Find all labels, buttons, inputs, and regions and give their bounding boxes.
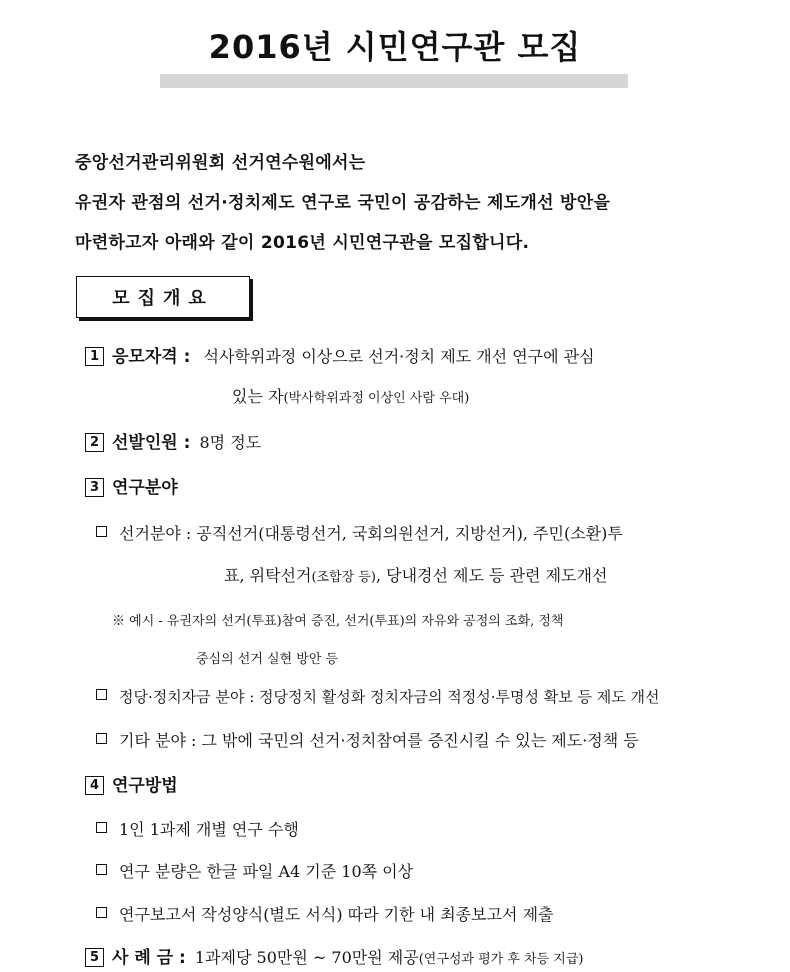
- checkbox-square-icon: [96, 689, 107, 700]
- item-label: 사 례 금 :: [112, 948, 186, 968]
- field-election-text-2b: (조합장 등): [311, 570, 376, 585]
- item-number: 1: [85, 347, 104, 366]
- item-research-method: [85, 771, 178, 796]
- method-individual: [96, 817, 299, 840]
- item-honorarium: [85, 943, 584, 968]
- item-label: 연구분야: [112, 478, 178, 498]
- item-number: 2: [85, 433, 104, 452]
- checkbox-square-icon: [96, 733, 107, 744]
- item-label: 응모자격 :: [112, 347, 191, 367]
- item-headcount: [85, 428, 261, 453]
- page-title: 2016년 시민연구관 모집: [208, 28, 582, 66]
- intro-line-3: 마련하고자 아래와 같이 2016년 시민연구관을 모집합니다.: [75, 233, 530, 253]
- item-label: 선발인원 :: [112, 433, 191, 453]
- method-report-text: 연구보고서 작성양식(별도 서식) 따라 기한 내 최종보고서 제출: [119, 905, 554, 924]
- item-eligibility: [85, 342, 595, 367]
- checkbox-square-icon: [96, 907, 107, 918]
- field-election-text: 선거분야 : 공직선거(대통령선거, 국회의원선거, 지방선거), 주민(소환)투: [119, 524, 623, 543]
- item-value: 8명 정도: [199, 433, 262, 452]
- item-eligibility-continued: [232, 384, 469, 407]
- example-note-line-1: ※ 예시 - 유권자의 선거(투표)참여 증진, 선거(투표)의 자유와 공정의 조화, 정책: [112, 614, 564, 629]
- checkbox-square-icon: [96, 864, 107, 875]
- title-underline-bar: [160, 74, 628, 88]
- item-number: 4: [85, 776, 104, 795]
- item-label: 연구방법: [112, 776, 178, 796]
- field-election: [96, 521, 623, 544]
- item-note: (박사학위과정 이상인 사람 우대): [283, 391, 470, 406]
- field-other: [96, 728, 639, 751]
- checkbox-square-icon: [96, 526, 107, 537]
- item-value: 1과제당 50만원 ~ 70만원 제공: [194, 948, 419, 967]
- method-length: [96, 859, 413, 882]
- intro-line-2: 유권자 관점의 선거·정치제도 연구로 국민이 공감하는 제도개선 방안을: [75, 193, 611, 213]
- field-other-text: 기타 분야 : 그 밖에 국민의 선거·정치참여를 증진시킬 수 있는 제도·정책 등: [119, 731, 639, 750]
- method-length-text: 연구 분량은 한글 파일 A4 기준 10쪽 이상: [119, 862, 414, 881]
- item-value-continued: 있는 자: [232, 387, 284, 406]
- field-party-funding-text: 정당·정치자금 분야 : 정당정치 활성화 정치자금의 적정성·투명성 확보 등 제도 개선: [119, 688, 660, 706]
- item-note: (연구성과 평가 후 차등 지급): [418, 952, 584, 967]
- field-election-continued: [224, 563, 607, 586]
- section-heading-box: 모집개요: [76, 276, 250, 318]
- field-election-text-2a: 표, 위탁선거: [224, 566, 312, 585]
- item-value: 석사학위과정 이상으로 선거·정치 제도 개선 연구에 관심: [203, 347, 595, 366]
- item-number: 3: [85, 478, 104, 497]
- field-election-text-2c: , 당내경선 제도 등 관련 제도개선: [375, 566, 608, 585]
- method-report: [96, 902, 554, 925]
- method-individual-text: 1인 1과제 개별 연구 수행: [119, 820, 299, 839]
- checkbox-square-icon: [96, 822, 107, 833]
- example-note-line-2: 중심의 선거 실현 방안 등: [196, 652, 339, 667]
- item-number: 5: [85, 948, 104, 967]
- intro-line-1: 중앙선거관리위원회 선거연수원에서는: [75, 153, 366, 173]
- field-party-funding: [96, 686, 659, 707]
- item-research-field: [85, 473, 178, 498]
